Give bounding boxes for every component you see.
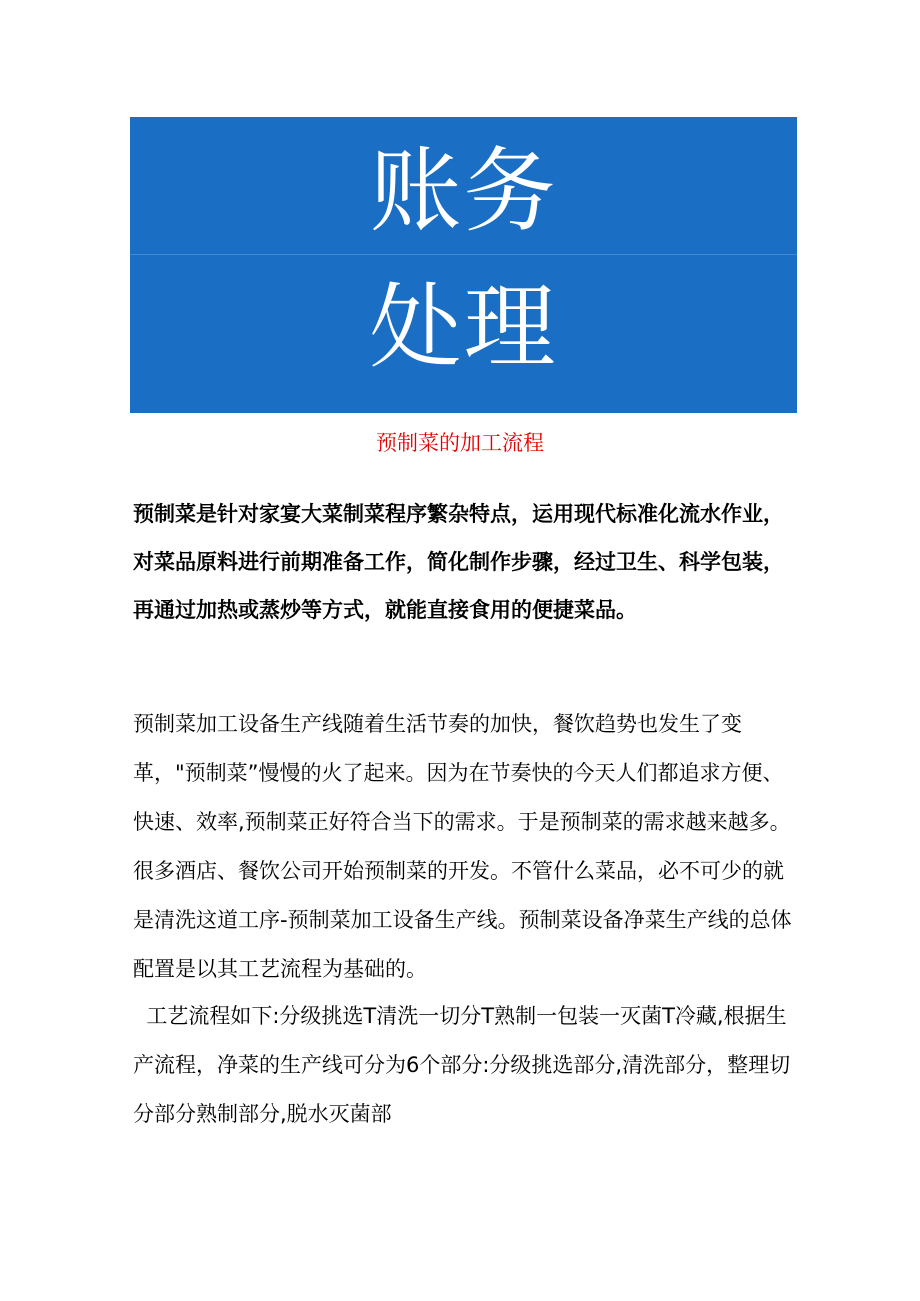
banner-divider — [130, 254, 797, 255]
process-paragraph: 工艺流程如下:分级挑选T清洗一切分T熟制一包装一灭菌T冷藏,根据生产流程，净菜的生产线可分为6个部分:分级挑选部分,清洗部分，整理切分部分熟制部分,脱水灭菌部 — [133, 1004, 791, 1126]
banner-title-line-1: 账务 — [369, 138, 558, 245]
title-banner — [130, 117, 797, 413]
body-paragraph: 预制菜加工设备生产线随着生活节奏的加快，餐饮趋势也发生了变革，"预制菜”慢慢的火了起来。因为在节奏快的今天人们都追求方便、快速、效率,预制菜正好符合当下的需求。于是预制菜的需求越来越多。很多酒店、餐饮公司开始预制菜的开发。不管什么菜品，必不可少的就是清洗这道工序-预制菜加工设备生产线。预制菜设备净菜生产线的总体配置是以其工艺流程为基础的。 — [133, 712, 792, 981]
document-title: 预制菜的加工流程 — [376, 431, 544, 455]
intro-paragraph: 预制菜是针对家宴大菜制菜程序繁杂特点，运用现代标准化流水作业，对菜品原料进行前期准备工作，简化制作步骤，经过卫生、科学包装，再通过加热或蒸炒等方式，就能直接食用的便捷菜品。 — [133, 502, 784, 622]
banner-title-line-2: 处理 — [369, 274, 558, 381]
